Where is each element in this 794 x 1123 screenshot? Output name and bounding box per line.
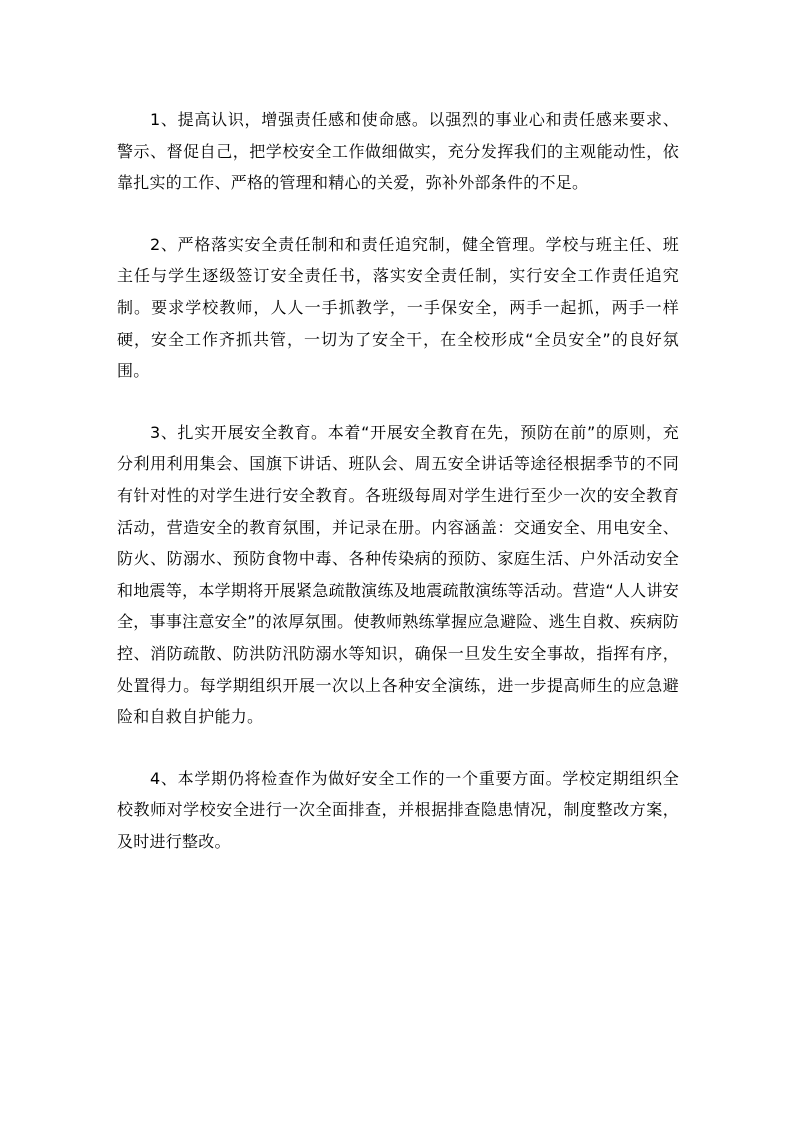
paragraph-4: 4、本学期仍将检查作为做好安全工作的一个重要方面。学校定期组织全校教师对学校安全进行一次全面排查，并根据排查隐患情况，制度整改方案，及时进行整改。 [117, 768, 679, 851]
paragraph-2: 2、严格落实安全责任制和和责任追究制，健全管理。学校与班主任、班主任与学生逐级签订安全责任书，落实安全责任制，实行安全工作责任追究制。要求学校教师，人人一手抓教学，一手保安全，两手一起抓，两手一样硬，安全工作齐抓共管，一切为了安全干，在全校形成“全员安全”的良好氛围。 [117, 234, 679, 381]
paragraph-1: 1、提高认识，增强责任感和使命感。以强烈的事业心和责任感来要求、警示、督促自己，把学校安全工作做细做实，充分发挥我们的主观能动性，依靠扎实的工作、严格的管理和精心的关爱，弥补外部条件的不足。 [117, 110, 679, 193]
paragraph-3: 3、扎实开展安全教育。本着“开展安全教育在先，预防在前”的原则，充分利用利用集会、国旗下讲话、班队会、周五安全讲话等途径根据季节的不同有针对性的对学生进行安全教育。各班级每周对学生进行至少一次的安全教育活动，营造安全的教育氛围，并记录在册。内容涵盖：交通安全、用电安全、防火、防溺水、预防食物中毒、各种传染病的预防、家庭生活、户外活动安全和地震等，本学期将开展紧急疏散演练及地震疏散演练等活动。营造“人人讲安全，事事注意安全”的浓厚氛围。使教师熟练掌握应急避险、逃生自救、疾病防控、消防疏散、防洪防汛防溺水等知识，确保一旦发生安全事故，指挥有序，处置得力。每学期组织开展一次以上各种安全演练，进一步提高师生的应急避险和自救自护能力。 [117, 422, 679, 727]
document-body [117, 104, 679, 887]
